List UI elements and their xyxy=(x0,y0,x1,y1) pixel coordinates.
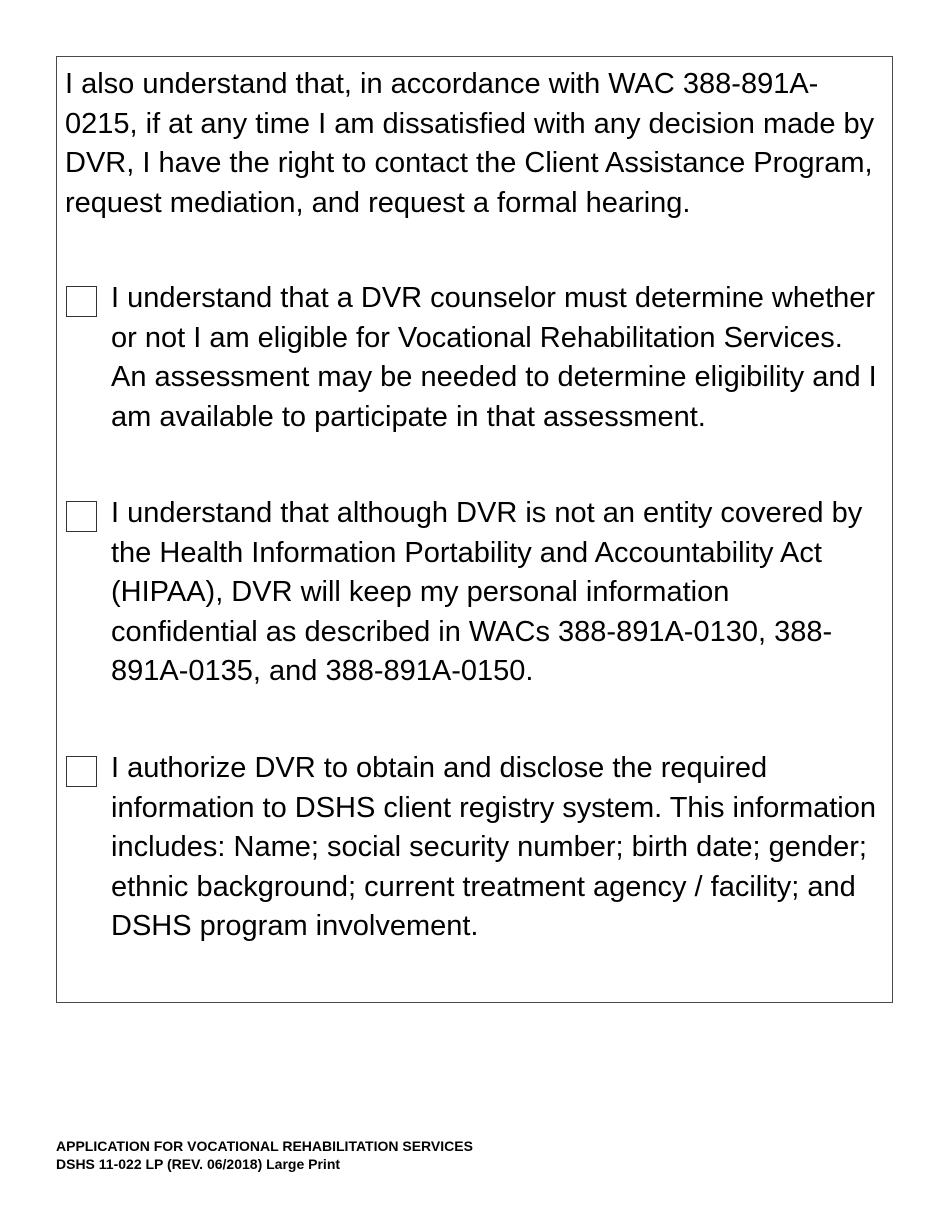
eligibility-checkbox[interactable] xyxy=(66,286,97,317)
form-section xyxy=(56,56,893,1003)
confidentiality-statement: I understand that although DVR is not an entity covered by the Health Information Portability and Accountability Act (HIPAA), DVR will keep my personal information confidential as described in WACs 388-891A-0130, 388-891A-0135, and 388-891A-0150. xyxy=(111,497,863,687)
footer-form-number: DSHS 11-022 LP (REV. 06/2018) Large Print xyxy=(56,1156,341,1172)
page-footer xyxy=(56,1137,473,1173)
confidentiality-checkbox[interactable] xyxy=(66,501,97,532)
intro-paragraph: I also understand that, in accordance with WAC 388-891A-0215, if at any time I am dissatisfied with any decision made by DVR, I have the right to contact the Client Assistance Program, request mediation, and request a formal hearing. xyxy=(65,68,875,219)
authorization-statement: I authorize DVR to obtain and disclose the required information to DSHS client registry system. This information includes: Name; social security number; birth date; gender; ethnic background; current treatment agency / facility; and DSHS program involvement. xyxy=(111,752,877,942)
footer-form-title: APPLICATION FOR VOCATIONAL REHABILITATION SERVICES xyxy=(56,1138,473,1154)
eligibility-statement: I understand that a DVR counselor must determine whether or not I am eligible for Vocational Rehabilitation Services. An assessment may be needed to determine eligibility and I am available to participate in that assessment. xyxy=(111,282,877,433)
authorization-checkbox[interactable] xyxy=(66,756,97,787)
